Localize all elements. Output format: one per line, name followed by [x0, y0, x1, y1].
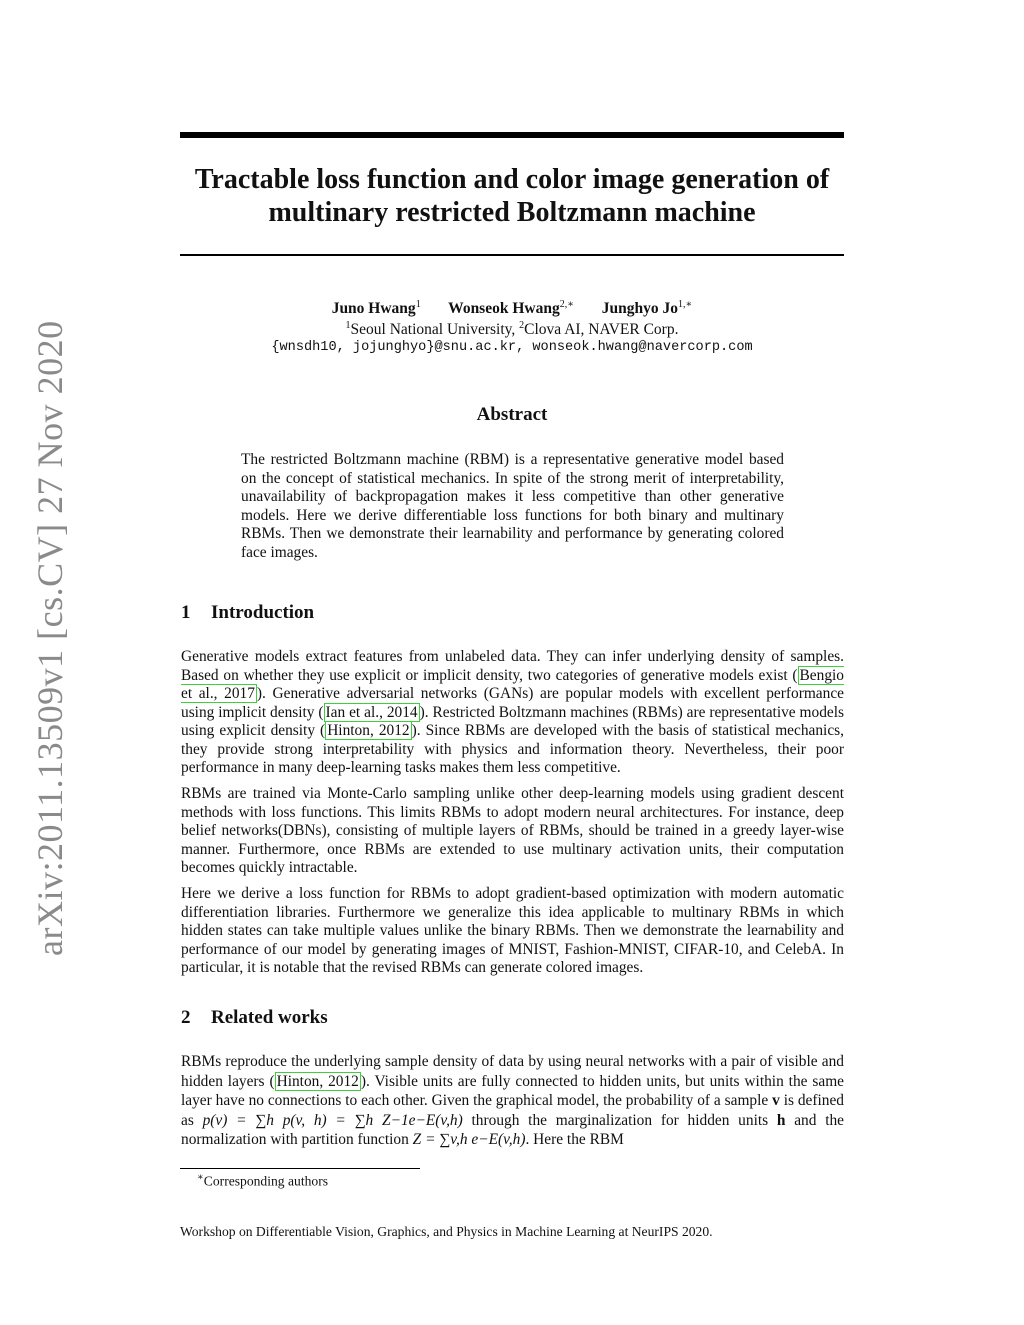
intro-paragraph-1: Generative models extract features from unlabeled data. They can infer underlying density of samples. Based on whether they use explicit or implicit density, two categories of generative models exist ( Bengio et al., 2017 ). Generative adversarial networks (GANs) are popular models with excellent performance using implicit density ( Ian et al., 2014 ). Restricted Boltzmann machines (RBMs) are representative models using explicit density ( Hinton, 2012 ). Since RBMs are developed with the basis of statistical mechanics, they provide strong interpretability with physics and information theory. Nevertheless, their poor performance in many deep-learning tasks makes them less competitive. — [181, 648, 845, 776]
citation-link[interactable]: Ian et al., 2014 — [325, 703, 418, 721]
partition-equation: Z = ∑v,h e−E(v,h) — [412, 1131, 526, 1148]
author-1: Juno Hwang — [331, 300, 416, 318]
author-emails: {wnsdh10, jojunghyo}@snu.ac.kr, wonseok.hwang@navercorp.com — [271, 340, 753, 355]
author-list: Juno Hwang$^1$ Wonseok Hwang$^{2,∗}$ Junghyo $Jo^{1,∗}$ — [331, 299, 693, 318]
intro-paragraph-2: RBMs are trained via Monte-Carlo sampling unlike other deep-learning models using gradient descent methods with loss functions. This limits RBMs to adopt modern neural architectures. For instance, deep belief networks(DBNs), consisting of multiple layers of RBMs, should be trained in a greedy layer-wise manner. Furthermore, once RBMs are extended to use multinary activation units, their computation becomes quickly intractable. — [181, 785, 844, 876]
section-heading-introduction: 1 Introduction — [181, 602, 315, 623]
abstract-heading: Abstract — [476, 404, 548, 425]
venue-footer: Workshop on Differentiable Vision, Graphics, and Physics in Machine Learning at NeurIPS 2020. — [180, 1224, 713, 1239]
probability-equation: p(v) = ∑h p(v, h) = ∑h Z−1e−E(v,h) — [202, 1111, 463, 1129]
abstract-text: The restricted Boltzmann machine (RBM) is a representative generative model based on the concept of statistical mechanics. In spite of the strong merit of interpretability, unavailability of backpropagation makes it less competitive than other generative models. Here we derive differentiable loss functions for both binary and multinary RBMs. Then we demonstrate their learnability and performance by generating colored face images. — [241, 451, 784, 561]
title-line-1: Tractable loss function and color image generation of — [194, 164, 830, 195]
citation-link[interactable]: Hinton, 2012 — [327, 722, 410, 739]
title-bottom-rule — [180, 254, 844, 256]
vector-h: h — [776, 1111, 786, 1129]
citation-link[interactable]: Bengio et al., 2017 — [181, 666, 844, 702]
arxiv-stamp: arXiv:2011.13509v1 [cs.CV] 27 Nov 2020 — [30, 320, 70, 956]
vector-v: v — [772, 1092, 780, 1109]
affiliations: $^1$Seoul National University, $^2$Clova AI, NAVER Corp. — [345, 320, 679, 339]
author-2: Wonseok Hwang — [448, 300, 560, 318]
intro-paragraph-3: Here we derive a loss function for RBMs to adopt gradient-based optimization with modern automatic differentiation libraries. Furthermore we generalize this idea applicable to multinary RBMs in which hidden states can take multiple values unlike the binary RBMs. Then we demonstrate the learnability and performance of our model by generating images of MNIST, Fashion-MNIST, CIFAR-10, and CelebA. In particular, it is notable that the revised RBMs can generate colored images. — [181, 885, 844, 976]
paper-title — [180, 163, 844, 229]
related-paragraph-1: RBMs reproduce the underlying sample density of data by using neural networks with a pair of visible and hidden layers ( Hinton, 2012 ). Visible units are fully connected to hidden units, but units within the same layer have no connections to each other. Given the graphical model, the probability of a sample v is defined as p(v) = ∑h p(v, h) = ∑h Z−1e−E(v,h) through the marginalization for hidden units h and the normalization with partition function Z = ∑v,h e−E(v,h). Here the RBM — [181, 1053, 845, 1148]
author-3: Junghyo Jo — [601, 300, 679, 318]
footnote: ∗Corresponding authors — [197, 1172, 329, 1189]
citation-link[interactable]: Hinton, 2012 — [276, 1072, 359, 1090]
footnote-rule — [180, 1168, 420, 1169]
section-heading-related-works: 2 Related works — [181, 1007, 328, 1028]
title-line-2: multinary restricted Boltzmann machine — [268, 197, 756, 228]
title-top-rule — [180, 132, 844, 138]
